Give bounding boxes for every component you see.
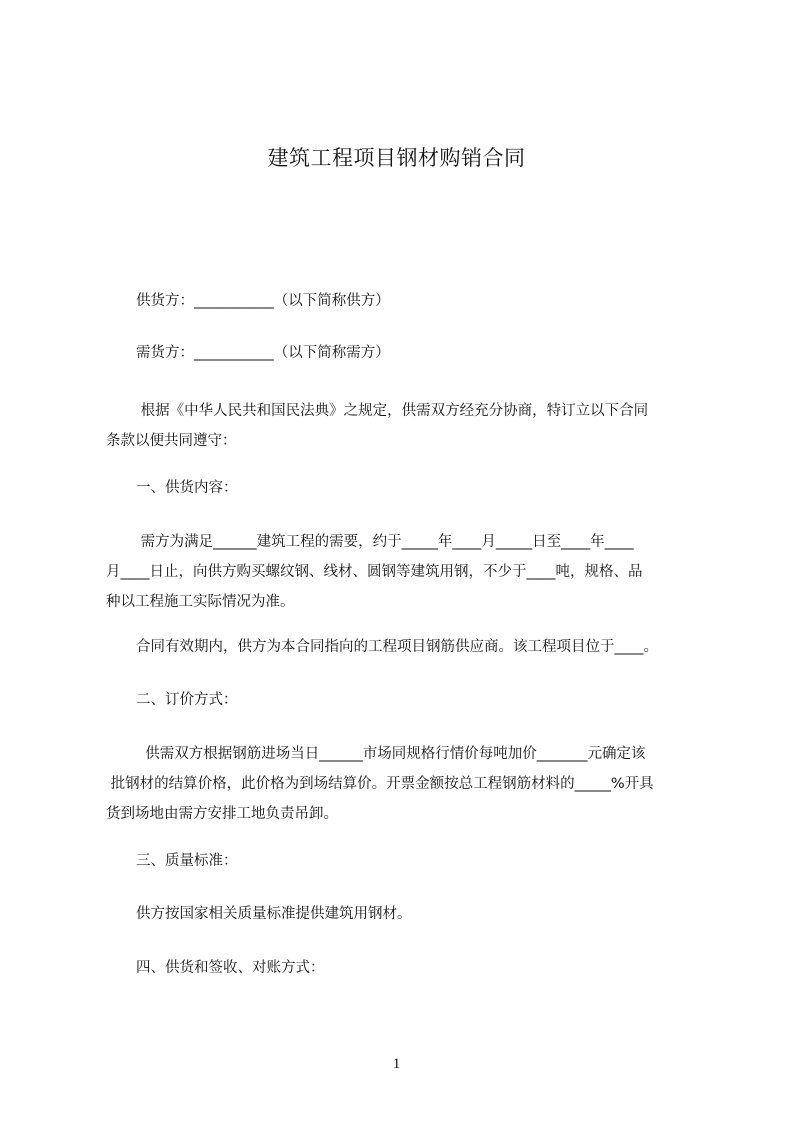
section2-line-3: 货到场地由需方安排工地负责吊卸。 [106,806,338,822]
section2-heading: 二、订价方式： [136,692,238,708]
intro-line-2: 条款以便共同遵守： [106,433,237,449]
document-title: 建筑工程项目钢材购销合同 [267,146,526,170]
buyer-line: 需货方：___________（以下简称需方） [136,345,390,361]
intro-line-1: 根据《中华人民共和国民法典》之规定，供需双方经充分协商，特订立以下合同 [136,403,649,419]
section2-paragraph [106,739,702,829]
section4-heading: 四、供货和签收、对账方式： [136,960,325,976]
section1-heading: 一、供货内容： [136,480,238,496]
section1-line-1: 需方为满足______建筑工程的需要，约于_____年____月_____日至____年____ [136,534,634,550]
section1-paragraph [106,527,702,617]
page-number: 1 [392,1056,401,1072]
section2-line-2: 批钢材的结算价格，此价格为到场结算价。开票金额按总工程钢筋材料的_____%开具 [106,776,654,792]
intro-paragraph [106,396,702,456]
section1-line-3: 种以工程施工实际情况为准。 [106,594,295,610]
section3-heading: 三、质量标准： [136,853,238,869]
section2-line-1: 供需双方根据钢筋进场当日______市场同规格行情价每吨加价_______元确定该 [136,746,646,762]
section1-line-2: 月____日止，向供方购买螺纹钢、线材、圆钢等建筑用钢，不少于____吨，规格、品 [106,564,643,580]
section3-paragraph: 供方按国家相关质量标准提供建筑用钢材。 [136,906,412,922]
supplier-line: 供货方：___________（以下简称供方） [136,293,390,309]
section1-paragraph-2: 合同有效期内，供方为本合同指向的工程项目钢筋供应商。该工程项目位于____。 [136,639,658,655]
